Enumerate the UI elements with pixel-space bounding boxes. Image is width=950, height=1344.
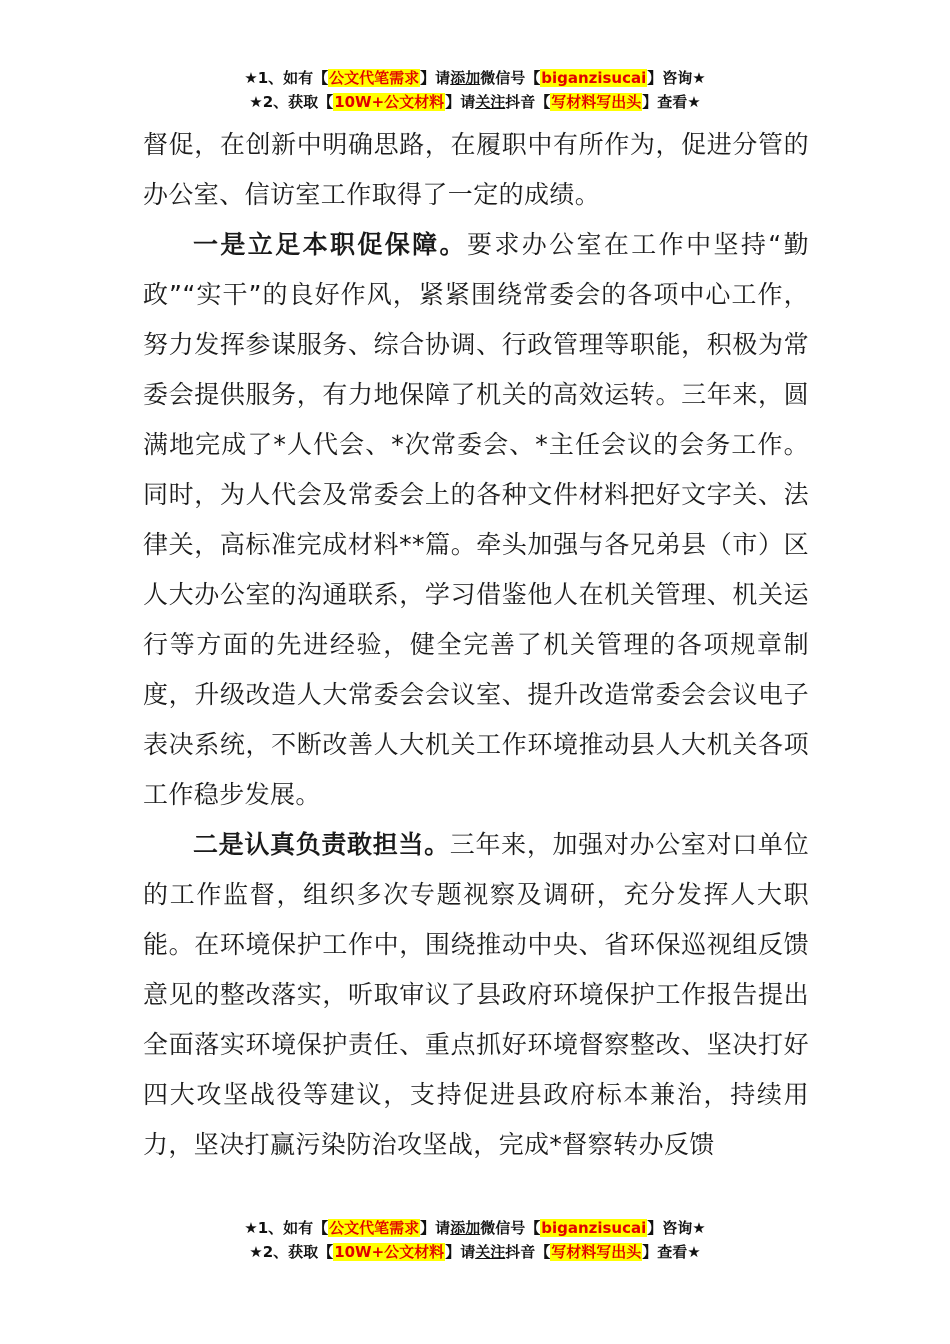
footer-line1-suffix: 】咨询★: [647, 1219, 706, 1237]
document-body: [143, 120, 809, 1170]
header-line2-prefix: ★2、获取【: [249, 93, 334, 111]
footer-line1-highlight-service: 公文代笔需求: [329, 1219, 420, 1237]
header-line1-text2: 微信号【: [480, 69, 541, 87]
footer-line2-underline: 关注: [475, 1243, 506, 1261]
header-line2-underline: 关注: [475, 93, 506, 111]
footer-line1-prefix: ★1、如有【: [244, 1219, 329, 1237]
header-line2-highlight-materials: 10W+公文材料: [334, 93, 445, 111]
footer-line2-suffix: 】查看★: [642, 1243, 701, 1261]
header-line-2: [0, 90, 950, 114]
header-line1-suffix: 】咨询★: [647, 69, 706, 87]
header-line1-prefix: ★1、如有【: [244, 69, 329, 87]
paragraph-2-text: 三年来，加强对办公室对口单位的工作监督，组织多次专题视察及调研，充分发挥人大职能。在环境保护工作中，围绕推动中央、省环保巡视组反馈意见的整改落实，听取审议了县政府环境保护工作报告提出全面落实环境保护责任、重点抓好环境督察整改、坚决打好四大攻坚战役等建议，支持促进县政府标本兼治，持续用力，坚决打赢污染防治攻坚战，完成*督察转办反馈: [143, 830, 809, 1159]
footer-banner: [0, 1216, 950, 1264]
footer-line-1: [0, 1216, 950, 1240]
header-line1-text: 】请: [420, 69, 451, 87]
paragraph-1-heading: 一是立足本职促保障。: [193, 230, 467, 259]
footer-line2-highlight-douyin: 写材料写出头: [551, 1243, 642, 1261]
header-line2-suffix: 】查看★: [642, 93, 701, 111]
paragraph-1: [143, 220, 809, 820]
footer-line1-text: 】请: [420, 1219, 451, 1237]
header-line-1: [0, 66, 950, 90]
header-line2-text: 】请: [445, 93, 476, 111]
paragraph-continued: 督促，在创新中明确思路，在履职中有所作为，促进分管的办公室、信访室工作取得了一定的成绩。: [143, 130, 809, 209]
paragraph-1-text: 要求办公室在工作中坚持“勤政”“实干”的良好作风，紧紧围绕常委会的各项中心工作，努力发挥参谋服务、综合协调、行政管理等职能，积极为常委会提供服务，有力地保障了机关的高效运转。三年来，圆满地完成了*人代会、*次常委会、*主任会议的会务工作。同时，为人代会及常委会上的各种文件材料把好文字关、法律关，高标准完成材料**篇。牵头加强与各兄弟县（市）区人大办公室的沟通联系，学习借鉴他人在机关管理、机关运行等方面的先进经验，健全完善了机关管理的各项规章制度，升级改造人大常委会会议室、提升改造常委会会议电子表决系统，不断改善人大机关工作环境推动县人大机关各项工作稳步发展。: [143, 230, 809, 809]
header-line2-highlight-douyin: 写材料写出头: [551, 93, 642, 111]
paragraph-2-heading: 二是认真负责敢担当。: [193, 830, 450, 859]
footer-line2-text: 】请: [445, 1243, 476, 1261]
footer-line1-highlight-wechat: biganzisucai: [541, 1219, 647, 1237]
paragraph-2: [143, 820, 809, 1170]
header-banner: [0, 66, 950, 114]
header-line1-highlight-service: 公文代笔需求: [329, 69, 420, 87]
footer-line2-prefix: ★2、获取【: [249, 1243, 334, 1261]
footer-line2-highlight-materials: 10W+公文材料: [334, 1243, 445, 1261]
header-line1-underline: 添加: [450, 69, 481, 87]
footer-line-2: [0, 1240, 950, 1264]
header-line1-highlight-wechat: biganzisucai: [541, 69, 647, 87]
header-line2-text2: 抖音【: [505, 93, 551, 111]
footer-line2-text2: 抖音【: [505, 1243, 551, 1261]
footer-line1-underline: 添加: [450, 1219, 481, 1237]
footer-line1-text2: 微信号【: [480, 1219, 541, 1237]
